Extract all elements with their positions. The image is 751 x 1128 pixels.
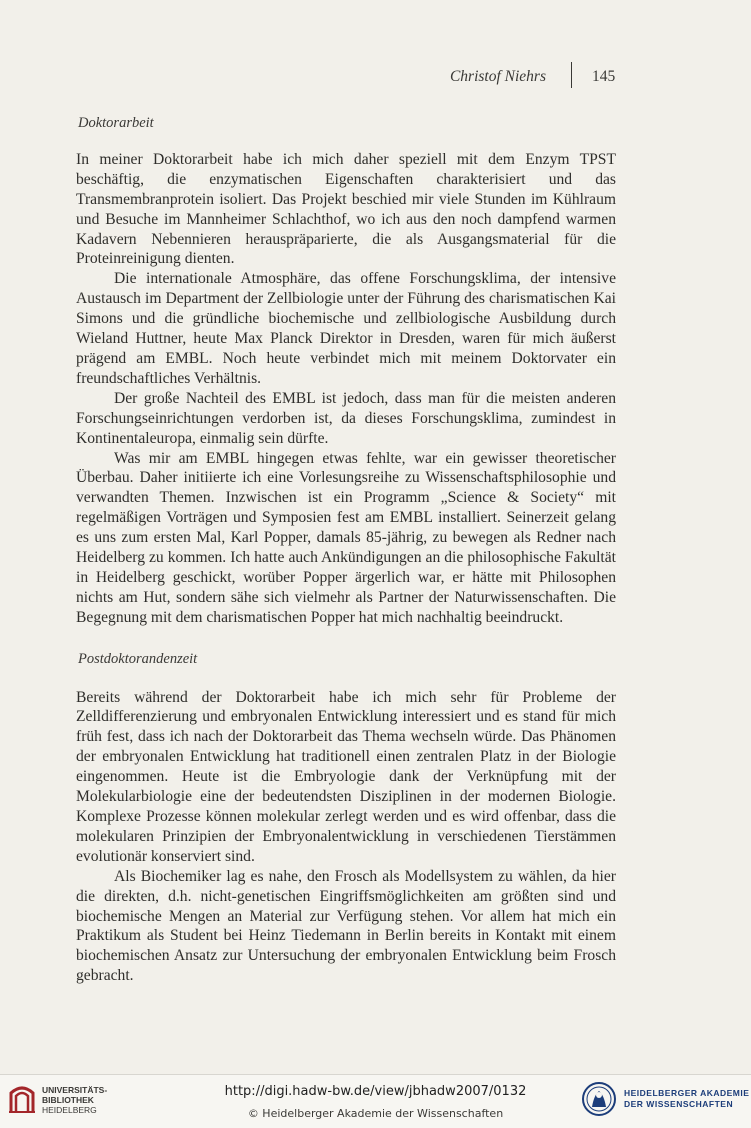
academy-seal-icon (581, 1081, 617, 1117)
university-library-name: UNIVERSITÄTS- BIBLIOTHEK HEIDELBERG (42, 1085, 108, 1115)
body-text (76, 114, 616, 986)
footer-bar (0, 1074, 751, 1128)
copyright-notice: © Heidelberger Akademie der Wissenschaften (247, 1107, 504, 1120)
running-head-author: Christof Niehrs (449, 68, 546, 85)
header-divider (571, 62, 572, 88)
academy-name: HEIDELBERGER AKADEMIE DER WISSENSCHAFTEN (624, 1088, 750, 1109)
paragraph: In meiner Doktorarbeit habe ich mich daher speziell mit dem Enzym TPST beschäftig, die enzymatischen Eigenschaften charakterisiert und das Transmembranprotein isoliert. Das Projekt beschied mir viele Stunden im Kühlraum und Besuche im Mannheimer Schlachthof, wo ich aus den noch dampfend warmen Kadavern Nebennieren herauspräparierte, die als Ausgangsmaterial für die Proteinreinigung dienten. (76, 150, 616, 268)
paragraph: Die internationale Atmosphäre, das offene Forschungsklima, der intensive Austausch im Department der Zellbiologie unter der Führung des charismatischen Kai Simons und die gründliche biochemische und zellbiologische Ausbildung durch Wieland Huttner, heute Max Planck Direktor in Dresden, waren für mich äußerst prägend am EMBL. Noch heute verbindet mich mit meinem Doktorvater ein freundschaftliches Verhältnis. (76, 270, 616, 387)
paragraph: Was mir am EMBL hingegen etwas fehlte, war ein gewisser theoretischer Überbau. Daher initiierte ich eine Vorlesungsreihe zu Wissenschaftsphilosophie und verwandten Themen. Inzwischen ist ein Programm „Science & Society“ mit regelmäßigen Vorträgen und Symposien fest am EMBL installiert. Seinerzeit gelang es uns zum ersten Mal, Karl Popper, damals 85-jährig, zu bewegen als Redner nach Heidelberg zu kommen. Ich hatte auch Ankündigungen an die philosophische Fakultät in Heidelberg geschickt, worüber Popper ärgerlich war, er hätte mit Philosophen nichts am Hut, sondern sähe sich vielmehr als Partner der Naturwissenschaften. Die Begegnung mit dem charismatischen Popper hat mich nachhaltig beeindruckt. (76, 449, 616, 626)
paragraph: Bereits während der Doktorarbeit habe ich mich sehr für Probleme der Zelldifferenzierung und embryonalen Entwicklung interessiert und es stand für mich früh fest, dass ich nach der Doktorarbeit das Thema wechseln würde. Das Phänomen der embryonalen Entwicklung hat traditionell einen zentralen Platz in der Biologie eingenommen. Heute ist die Embryologie dank der Verknüpfung mit der Molekularbiologie eine der bedeutendsten Disziplinen in der modernen Biologie. Komplexe Prozesse können molekular zerlegt werden und es wird offenbar, dass die molekularen Prinzipien der Embryonalentwicklung in verschiedenen Tierstämmen evolutionär konserviert sind. (76, 688, 616, 865)
section-title-doktorarbeit: Doktorarbeit (78, 115, 154, 131)
paragraph: Als Biochemiker lag es nahe, den Frosch als Modellsystem zu wählen, da hier die direkten, d.h. nicht-genetischen Eingriffsmöglichkeiten am größten sind und biochemische Mengen an Material zur Verfügung stehen. Vor allem hat mich ein Praktikum als Student bei Heinz Tiedemann in Berlin bereits in Kontakt mit einem biochemischen Ansatz zur Untersuchung der embryonalen Entwicklung beim Frosch gebracht. (76, 867, 616, 985)
paragraph: Der große Nachteil des EMBL ist jedoch, dass man für die meisten anderen Forschungseinrichtungen verdorben ist, da dieses Forschungsklima, zumindest in Kontinentaleuropa, einmalig sein dürfte. (76, 389, 616, 447)
page-header (0, 66, 751, 90)
permalink-url[interactable]: http://digi.hadw-bw.de/view/jbhadw2007/0132 (224, 1084, 527, 1099)
section-title-postdoktorandenzeit: Postdoktorandenzeit (78, 650, 198, 667)
page-number: 145 (592, 68, 616, 85)
